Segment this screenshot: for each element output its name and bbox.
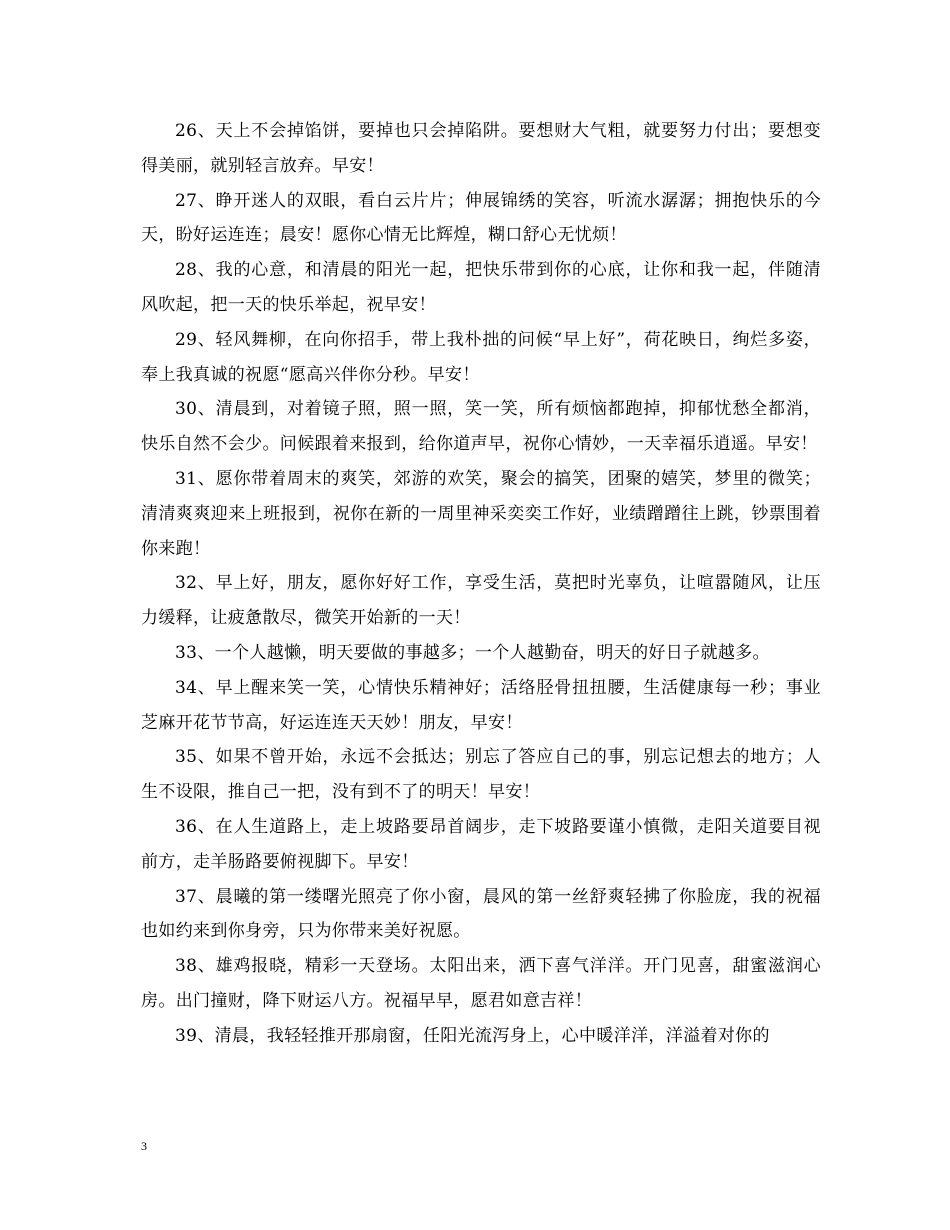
paragraph-30: 30、清晨到，对着镜子照，照一照，笑一笑，所有烦恼都跑掉，抑郁忧愁全都消，快乐自然不会少。问候跟着来报到，给你道声早，祝你心情妙，一天幸福乐逍遥。早安！ xyxy=(141,399,821,455)
document-body xyxy=(141,114,821,1054)
paragraph-27: 27、睁开迷人的双眼，看白云片片；伸展锦绣的笑容，听流水潺潺；拥抱快乐的今天，盼好运连连；晨安！愿你心情无比辉煌，糊口舒心无忧烦！ xyxy=(141,190,821,246)
paragraph-39: 39、清晨，我轻轻推开那扇窗，任阳光流泻身上，心中暖洋洋，洋溢着对你的 xyxy=(175,1025,770,1046)
paragraph-31: 31、愿你带着周末的爽笑，郊游的欢笑，聚会的搞笑，团聚的嬉笑，梦里的微笑；清清爽爽迎来上班报到，祝你在新的一周里神采奕奕工作好，业绩蹭蹭往上跳，钞票围着你来跑！ xyxy=(141,468,821,559)
page-number: 3 xyxy=(141,1139,147,1153)
paragraph-34: 34、早上醒来笑一笑，心情快乐精神好；活络胫骨扭扭腰，生活健康每一秒；事业芝麻开花节节高，好运连连天天妙！朋友，早安！ xyxy=(141,677,821,733)
paragraph-33: 33、一个人越懒，明天要做的事越多；一个人越勤奋，明天的好日子就越多。 xyxy=(175,642,770,663)
paragraph-35: 35、如果不曾开始，永远不会抵达；别忘了答应自己的事，别忘记想去的地方；人生不设限，推自己一把，没有到不了的明天！早安！ xyxy=(141,747,821,803)
paragraph-38: 38、雄鸡报晓，精彩一天登场。太阳出来，洒下喜气洋洋。开门见喜，甜蜜滋润心房。出门撞财，降下财运八方。祝福早早，愿君如意吉祥！ xyxy=(141,956,821,1011)
paragraph-29: 29、轻风舞柳，在向你招手，带上我朴拙的问候“早上好”，荷花映日，绚烂多姿，奉上我真诚的祝愿“愿高兴伴你分秒。早安！ xyxy=(141,329,821,385)
paragraph-37: 37、晨曦的第一缕曙光照亮了你小窗，晨风的第一丝舒爽轻拂了你脸庞，我的祝福也如约来到你身旁，只为你带来美好祝愿。 xyxy=(141,886,821,942)
paragraph-28: 28、我的心意，和清晨的阳光一起，把快乐带到你的心底，让你和我一起，伴随清风吹起，把一天的快乐举起，祝早安！ xyxy=(141,260,821,315)
paragraph-36: 36、在人生道路上，走上坡路要昂首阔步，走下坡路要谨小慎微，走阳关道要目视前方，走羊肠路要俯视脚下。早安！ xyxy=(141,816,821,872)
paragraph-26: 26、天上不会掉馅饼，要掉也只会掉陷阱。要想财大气粗，就要努力付出；要想变得美丽，就别轻言放弃。早安！ xyxy=(141,121,821,176)
paragraph-32: 32、早上好，朋友，愿你好好工作，享受生活，莫把时光辜负，让喧嚣随风，让压力缓释，让疲惫散尽，微笑开始新的一天！ xyxy=(141,573,821,629)
